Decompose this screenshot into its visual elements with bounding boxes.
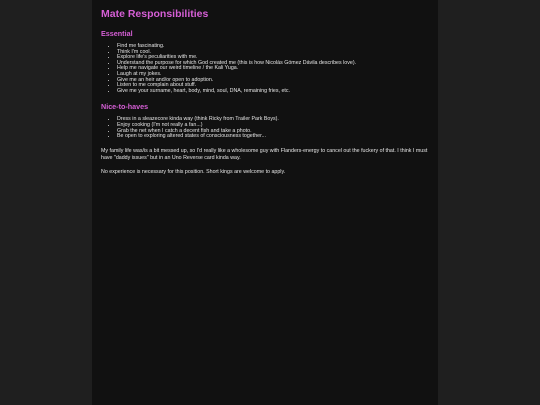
list-item: • Listen to me complain about stuff. [117,83,429,89]
list-item: • Think I'm cool. [117,50,429,56]
list-item: • Help me navigate our weird timeline / the Kali Yuga. [117,66,429,72]
nice-to-haves-heading: Nice-to-haves [101,102,149,112]
list-item: • Laugh at my jokes. [117,72,429,78]
list-item: • Understand the purpose for which God created me (this is how Nicolás Gómez Dávila describes love). [117,61,429,67]
list-item: • Give me an heir and/or open to adoption. [117,78,429,84]
page-title: Mate Responsibilities [101,8,209,20]
experience-paragraph: No experience is necessary for this position. Short kings are welcome to apply. [101,168,286,175]
family-paragraph: My family life was/is a bit messed up, so I'd really like a wholesome guy with Flanders-energy to cancel out the fuckery of that. I think I must have "daddy issues" but in an Uno Reverse card kinda way. [101,147,428,161]
nice-to-haves-list [101,117,429,139]
list-item: • Dress in a sleazecore kinda way (think Ricky from Trailer Park Boys). [117,117,429,123]
essential-heading: Essential [101,29,133,38]
list-item: • Enjoy cooking (I'm not really a fan...) [117,123,429,129]
list-item: • Find me fascinating. [117,44,429,50]
essential-list [101,44,429,94]
page-column [92,0,438,405]
list-item: • Explore life's peculiarities with me. [117,55,429,61]
content [92,0,438,176]
list-item: • Be open to exploring altered states of consciousness together... [117,134,429,140]
list-item: • Grab the net when I catch a decent fish and take a photo. [117,129,429,135]
list-item: • Give me your surname, heart, body, mind, soul, DNA, remaining fries, etc. [117,89,429,95]
